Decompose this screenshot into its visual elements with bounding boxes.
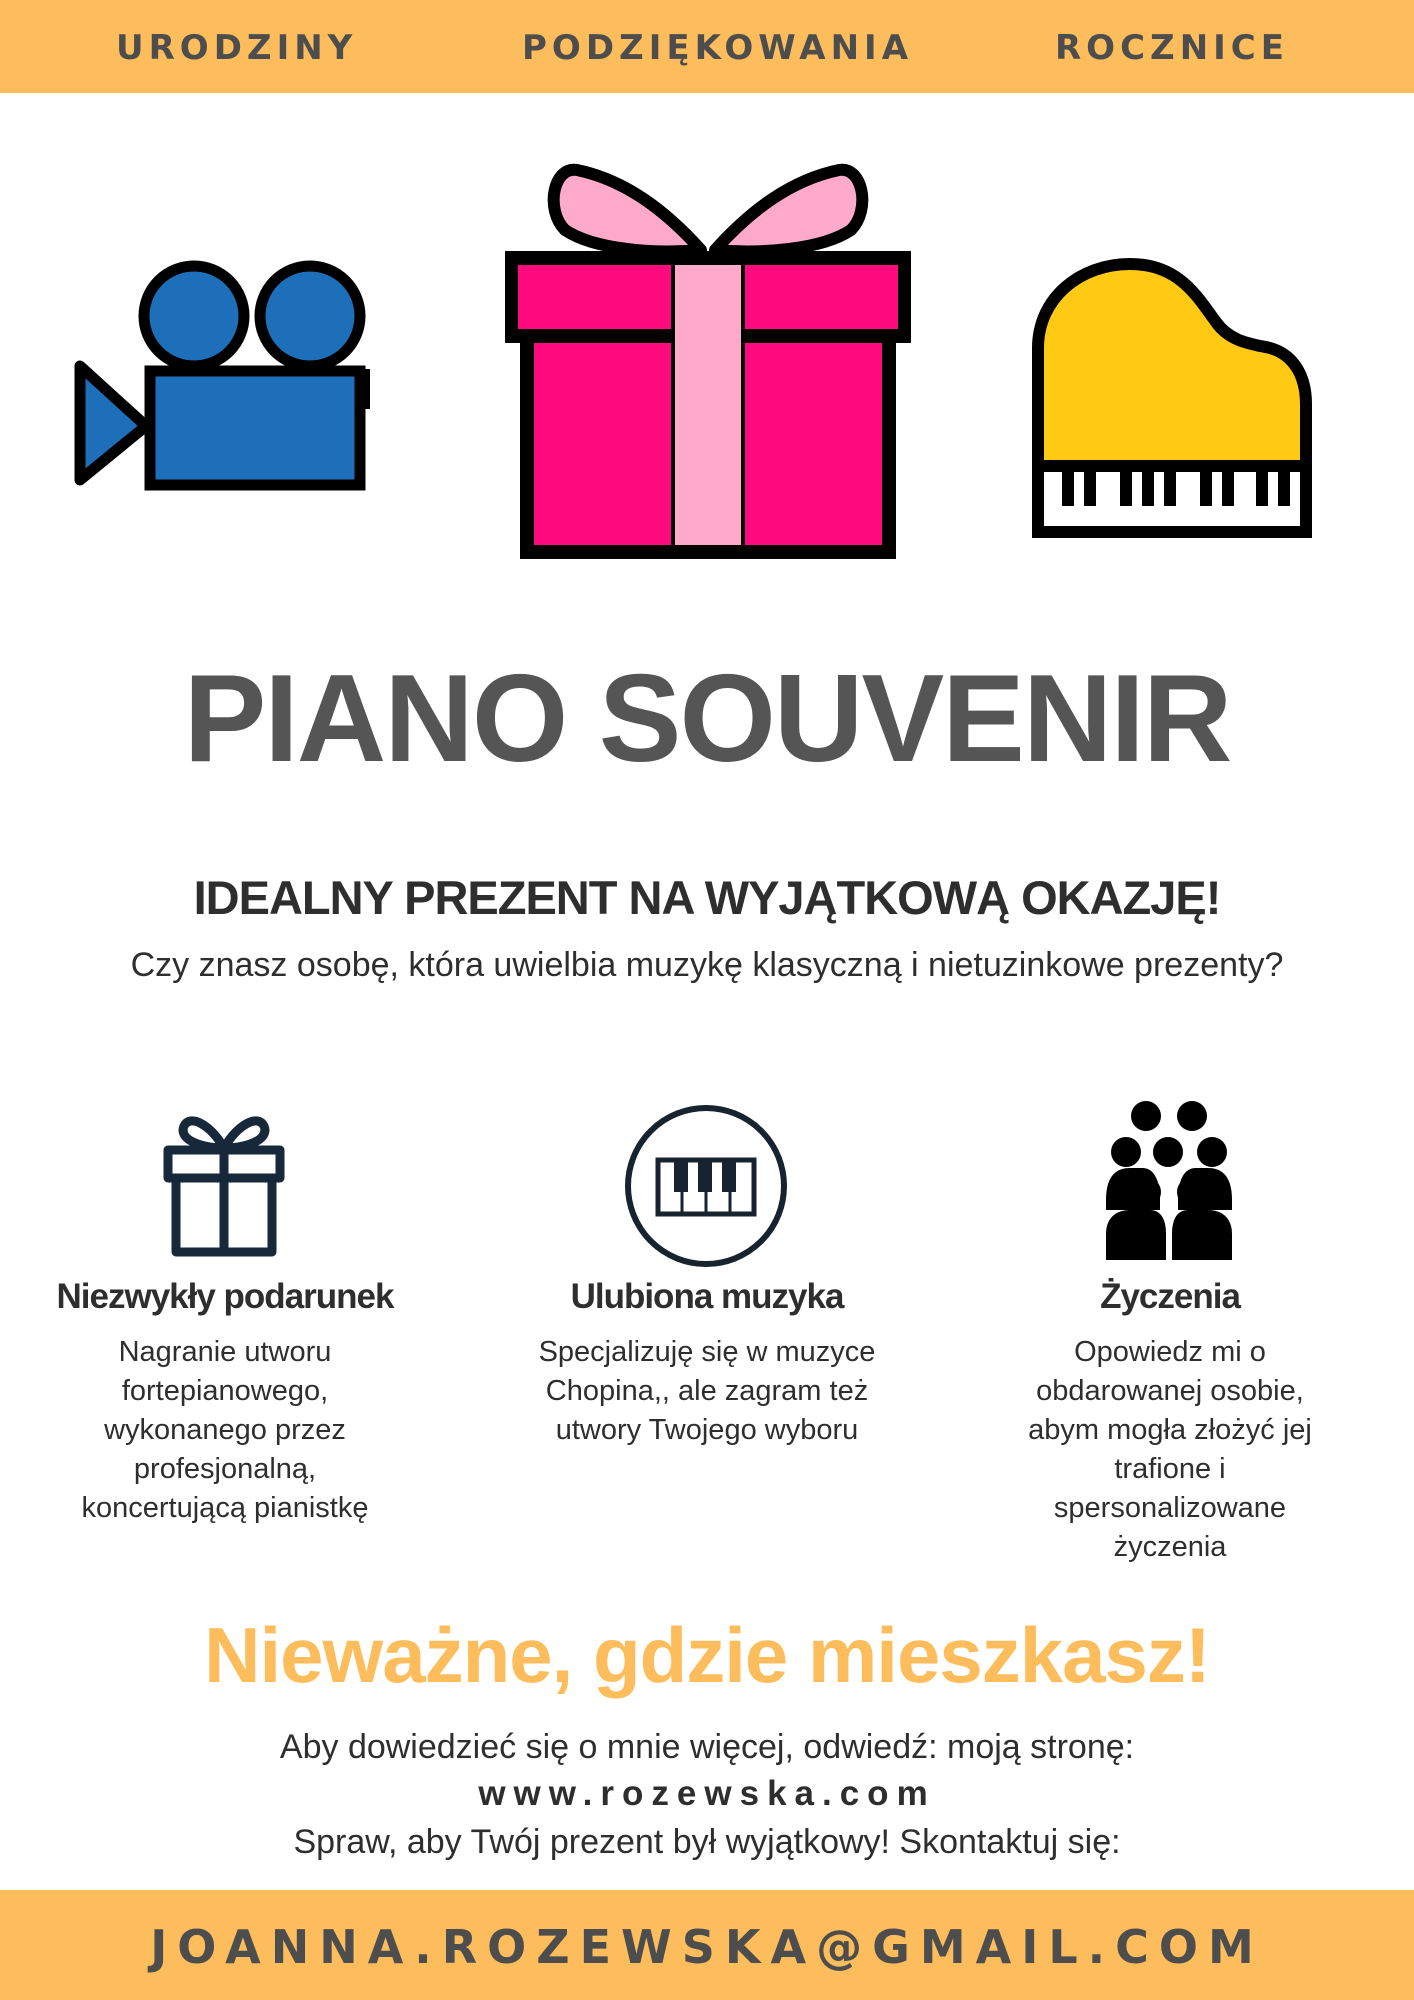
feature-line: Opowiedz mi o	[1074, 1336, 1266, 1368]
gift-outline-icon	[162, 1110, 286, 1258]
nav-item-urodziny[interactable]: URODZINY	[116, 28, 358, 68]
feature-line: fortepianowego,	[121, 1375, 329, 1407]
feature-title: Niezwykły podarunek	[56, 1277, 394, 1316]
feature-line: spersonalizowane	[1053, 1492, 1287, 1524]
about-text: Aby dowiedzieć się o mnie więcej, odwiedź: moją stronę:	[279, 1728, 1135, 1766]
nav-item-rocznice[interactable]: ROCZNICE	[1055, 28, 1289, 68]
page-subtitle: IDEALNY PREZENT NA WYJĄTKOWĄ OKAZJĘ!	[193, 871, 1221, 924]
feature-line: obdarowanej osobie,	[1036, 1375, 1304, 1407]
feature-description	[1000, 1333, 1340, 1567]
gift-box-icon	[505, 150, 911, 560]
video-camera-icon	[74, 258, 376, 496]
feature-title: Życzenia	[1100, 1277, 1240, 1316]
feature-favorite-music	[505, 1277, 909, 1450]
feature-line: Nagranie utworu	[118, 1336, 332, 1368]
feature-line: Chopina,, ale zagram też	[545, 1375, 869, 1407]
feature-line: życzenia	[1113, 1531, 1227, 1563]
feature-description	[20, 1333, 430, 1528]
feature-wishes	[1000, 1277, 1340, 1567]
feature-line: utwory Twojego wyboru	[555, 1414, 859, 1446]
feature-unusual-gift	[20, 1277, 430, 1528]
feature-line: wykonanego przez	[104, 1414, 346, 1446]
feature-line: profesjonalną,	[133, 1453, 317, 1485]
feature-line: koncertującą pianistkę	[81, 1492, 369, 1524]
call-to-action-text: Spraw, aby Twój prezent był wyjątkowy! Skontaktuj się:	[293, 1823, 1121, 1861]
email-link[interactable]: JOANNA.ROZEWSKA@GMAIL.COM	[150, 1920, 1264, 1974]
feature-description	[505, 1333, 909, 1450]
people-group-icon	[1104, 1100, 1234, 1260]
intro-question: Czy znasz osobę, która uwielbia muzykę klasyczną i nietuzinkowe prezenty?	[130, 946, 1284, 984]
feature-line: abym mogła złożyć jej	[1028, 1414, 1312, 1446]
website-link[interactable]: www.rozewska.com	[478, 1774, 936, 1813]
feature-line: Specjalizuję się w muzyce	[538, 1336, 876, 1368]
grand-piano-icon	[1030, 258, 1312, 538]
feature-line: trafione i	[1114, 1453, 1226, 1485]
feature-title: Ulubiona muzyka	[570, 1277, 844, 1316]
tagline: Nieważne, gdzie mieszkasz!	[204, 1611, 1210, 1699]
piano-keys-circle-icon	[622, 1102, 790, 1270]
page-title: PIANO SOUVENIR	[183, 650, 1231, 788]
nav-item-podziekowania[interactable]: PODZIĘKOWANIA	[522, 28, 914, 68]
